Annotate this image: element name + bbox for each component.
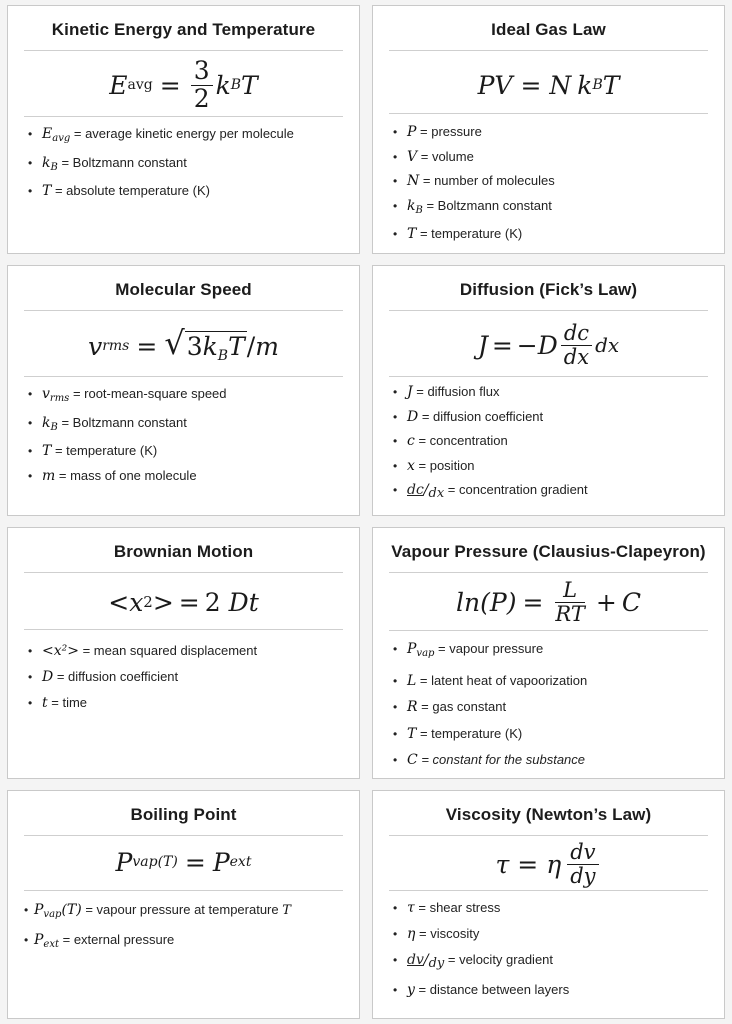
eq-symbol: m — [255, 331, 279, 361]
frac-num: 3 — [191, 58, 213, 85]
card-title: Vapour Pressure (Clausius-Clapeyron) — [391, 542, 706, 561]
legend-item: • η = viscosity — [393, 926, 480, 942]
eq-symbol: dx — [595, 333, 620, 357]
legend-item: • P = pressure — [393, 124, 482, 140]
divider — [24, 572, 343, 573]
frac-den: 2 — [193, 83, 210, 113]
eq-subscript: B — [592, 77, 603, 93]
legend-item: • T = temperature (K) — [393, 226, 523, 242]
equation: J = − D $\frac{dc}{dx}$ dx — [477, 321, 620, 369]
legend-item: • $P_{vap}(T)$ = vapour pressure at temperature T — [24, 902, 291, 920]
eq-fraction — [552, 579, 587, 624]
divider — [389, 376, 708, 377]
legend-item: • $k_B$ = Boltzmann constant — [393, 197, 552, 216]
card-title: Brownian Motion — [113, 542, 254, 561]
equation: v rms = √ $3k_BT$ / m — [88, 324, 279, 364]
legend-item: • dc/dx = concentration gradient — [393, 482, 588, 501]
legend-item: • T = temperature (K) — [28, 443, 158, 459]
legend-item: • <x²> = mean squared displacement — [28, 643, 258, 659]
eq-symbol: P — [115, 847, 133, 877]
card-brownian-motion — [7, 527, 360, 779]
eq-symbol: C — [621, 587, 641, 617]
eq-symbol: J — [477, 330, 488, 360]
eq-symbol: N — [549, 70, 572, 100]
legend-list — [393, 895, 714, 1003]
legend-item: • $P_{ext}$ = external pressure — [24, 932, 175, 950]
legend-item: • $E_{avg}$ = average kinetic energy per molecule — [28, 126, 294, 144]
legend-list — [393, 120, 714, 247]
equation: P vap(T) = P ext — [115, 847, 252, 877]
legend-item: • c = concentration — [393, 433, 508, 449]
divider — [24, 116, 343, 117]
eq-symbol: k — [577, 70, 593, 100]
card-diffusion — [372, 265, 725, 516]
legend-item: • N = number of molecules — [393, 173, 555, 189]
eq-symbol: PV — [477, 70, 513, 100]
divider — [389, 113, 708, 114]
eq-symbol: D — [537, 330, 558, 360]
eq-subscript: B — [230, 77, 242, 93]
eq-symbol: 2 — [204, 587, 221, 617]
eq-subscript: avg — [127, 77, 153, 93]
divider — [389, 890, 708, 891]
card-ideal-gas-law — [372, 5, 725, 254]
divider — [389, 310, 708, 311]
card-kinetic-energy — [7, 5, 360, 254]
eq-symbol: ln(P) — [456, 587, 517, 617]
equation: E avg = $\frac{3}{2}$ k B T — [109, 56, 258, 113]
divider — [24, 310, 343, 311]
eq-symbol: k — [202, 332, 218, 361]
card-title: Diffusion (Fick’s Law) — [459, 280, 638, 299]
divider — [389, 50, 708, 51]
legend-item: • D = diffusion coefficient — [28, 669, 179, 685]
equation: ln(P) = $\frac{L}{RT}$ + C — [456, 578, 641, 626]
eq-symbol: k — [215, 70, 231, 100]
eq-symbol: Dt — [228, 587, 259, 617]
card-title: Boiling Point — [130, 805, 237, 824]
eq-symbol: T — [241, 70, 258, 100]
legend-list — [28, 382, 349, 488]
card-molecular-speed — [7, 265, 360, 516]
legend-item: • τ = shear stress — [393, 900, 501, 916]
eq-symbol: T — [602, 70, 620, 100]
eq-fraction — [567, 841, 598, 886]
legend-item: • y = distance between layers — [393, 982, 570, 998]
divider — [389, 835, 708, 836]
divider — [24, 376, 343, 377]
legend-item: • t = time — [28, 695, 88, 711]
divider — [24, 835, 343, 836]
eq-symbol: > — [152, 587, 174, 617]
frac-num: L — [555, 579, 585, 602]
eq-superscript: 2 — [143, 593, 153, 611]
legend-list — [393, 380, 714, 506]
eq-symbol: P — [212, 847, 230, 877]
legend-item: • $k_B$ = Boltzmann constant — [28, 414, 187, 433]
legend-item: • dv/dy = velocity gradient — [393, 952, 554, 971]
eq-symbol: τ — [495, 849, 510, 879]
card-title: Kinetic Energy and Temperature — [51, 20, 316, 39]
card-viscosity — [372, 790, 725, 1019]
equation: <x 2 > = 2 Dt — [108, 587, 259, 617]
frac-den: RT — [555, 601, 585, 626]
legend-list — [24, 897, 349, 957]
legend-item: • $P_{vap}$ = vapour pressure — [393, 641, 544, 659]
legend-item: • $k_B$ = Boltzmann constant — [28, 154, 187, 173]
eq-subscript: ext — [229, 854, 252, 870]
eq-symbol: <x — [108, 587, 144, 617]
eq-symbol: E — [109, 70, 128, 100]
card-boiling-point — [7, 790, 360, 1019]
divider — [24, 890, 343, 891]
divider — [24, 50, 343, 51]
sqrt-symbol: √ $3k_BT$ — [164, 324, 245, 364]
divider — [24, 629, 343, 630]
legend-list — [28, 638, 349, 716]
legend-list — [28, 122, 349, 204]
card-title: Molecular Speed — [115, 280, 252, 299]
frac-num: dc — [561, 322, 592, 345]
legend-item: • L = latent heat of vapoorization — [393, 672, 588, 689]
divider — [389, 572, 708, 573]
eq-symbol: v — [88, 331, 103, 361]
legend-item: • D = diffusion coefficient — [393, 408, 544, 425]
divider — [389, 630, 708, 631]
legend-item: • x = position — [393, 457, 475, 474]
eq-fraction — [561, 322, 592, 367]
eq-fraction — [191, 58, 213, 112]
eq-symbol: T — [228, 332, 245, 361]
legend-item: • J = diffusion flux — [393, 384, 500, 400]
equation: τ = η $\frac{dv}{dy}$ — [373, 837, 724, 891]
eq-symbol: 3 — [186, 332, 203, 361]
eq-subscript: vap(T) — [132, 854, 178, 870]
frac-den: dy — [570, 863, 596, 888]
legend-item: • $v_{rms}$ = root-mean-square speed — [28, 386, 227, 404]
eq-subscript: B — [217, 348, 229, 364]
card-title: Ideal Gas Law — [491, 20, 606, 39]
frac-num: dv — [567, 841, 598, 864]
legend-item: • T = temperature (K) — [393, 725, 523, 742]
eq-symbol: η — [546, 849, 562, 879]
legend-item: • C = constant for the substance — [393, 752, 586, 768]
legend-item: • R = gas constant — [393, 699, 507, 715]
legend-list — [393, 636, 714, 774]
legend-item: • V = volume — [393, 148, 474, 165]
eq-subscript: rms — [102, 338, 130, 354]
card-vapour-pressure — [372, 527, 725, 779]
frac-den: dx — [563, 344, 590, 369]
legend-item: • T = absolute temperature (K) — [28, 183, 210, 199]
legend-item: • m = mass of one molecule — [28, 467, 197, 484]
equation: PV = N k B T — [477, 70, 620, 100]
card-title: Viscosity (Newton’s Law) — [445, 805, 652, 824]
